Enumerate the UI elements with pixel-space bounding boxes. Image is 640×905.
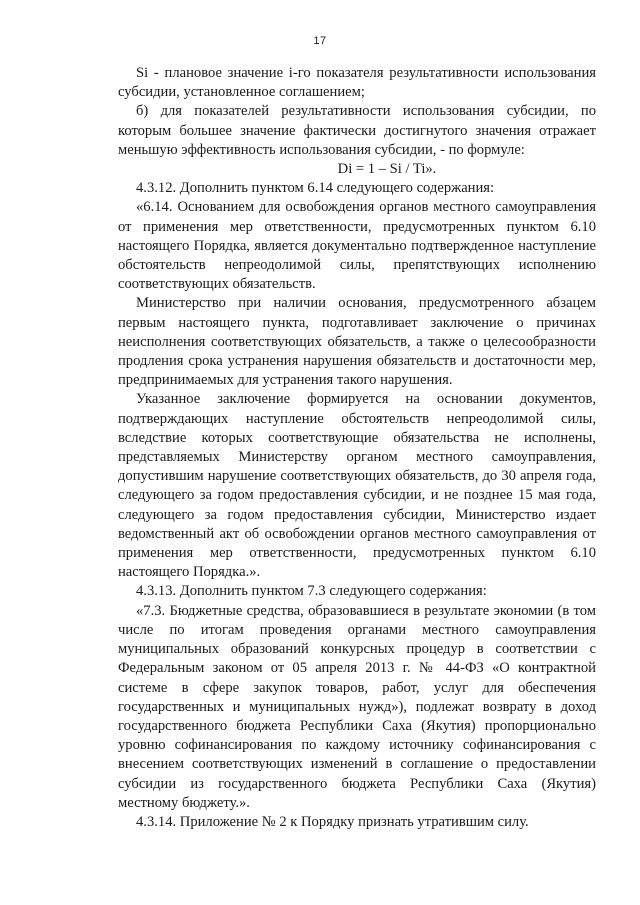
paragraph-6-14: «6.14. Основанием для освобождения органов местного самоуправления от применения мер ответственности, предусмотренных пунктом 6.10 настоящего Порядка, является документально подтвержденное наступление обстоятельств непреодолимой силы, препятствующих исполнению соответствующих обязательств. [118,199,596,293]
paragraph-ministry-conclusion: Министерство при наличии основания, предусмотренного абзацем первым настоящего пункта, подготавливает заключение о причинах неисполнения соответствующих обязательств, а также о целесообразности продления срока устранения нарушения обязательств и достаточности мер, предпринимаемых для устранения такого нарушения. [118,295,596,389]
paragraph-item-b: б) для показателей результативности использования субсидии, по которым большее значение фактически достигнутого значения отражает меньшую эффективность использования субсидии, - по формуле: [118,103,596,158]
document-body [118,64,596,832]
paragraph-4-3-13: 4.3.13. Дополнить пунктом 7.3 следующего содержания: [136,583,487,600]
paragraph-7-3: «7.3. Бюджетные средства, образовавшиеся в результате экономии (в том числе по итогам проведения органами местного самоуправления муниципальных образований конкурсных процедур в соответствии с Федеральным законом от 05 апреля 2013 г. № 44-ФЗ «О контрактной системе в сфере закупок товаров, работ, услуг для обеспечения государственных и муниципальных нужд»), подлежат возврату в доход государственного бюджета Республики Саха (Якутия) пропорционально уровню софинансирования по каждому источнику софинансирования с внесением соответствующих изменений в соглашение о предоставлении субсидии из государственного бюджета Республики Саха (Якутия) местному бюджету.». [118,602,596,811]
paragraph-4-3-12: 4.3.12. Дополнить пунктом 6.14 следующего содержания: [136,180,495,197]
formula-di: Di = 1 – Si / Ti». [337,161,437,178]
paragraph-si-definition: Si - плановое значение i-го показателя результативности использования субсидии, установленное соглашением; [118,65,596,101]
paragraph-conclusion-formed: Указанное заключение формируется на основании документов, подтверждающих наступление обстоятельств непреодолимой силы, вследствие которых соответствующие обязательства не исполнены, представляемых Министерству органом местного самоуправления, допустившим нарушение соответствующих обязательств, до 30 апреля года, следующего за годом предоставления субсидии, и не позднее 15 мая года, следующего за годом предоставления субсидии, Министерство издает ведомственный акт об освобождении органов местного самоуправления от применения мер ответственности, предусмотренных пунктом 6.10 настоящего Порядка.». [118,391,596,581]
paragraph-4-3-14: 4.3.14. Приложение № 2 к Порядку признать утратившим силу. [136,813,529,830]
page-number: 17 [313,35,327,47]
